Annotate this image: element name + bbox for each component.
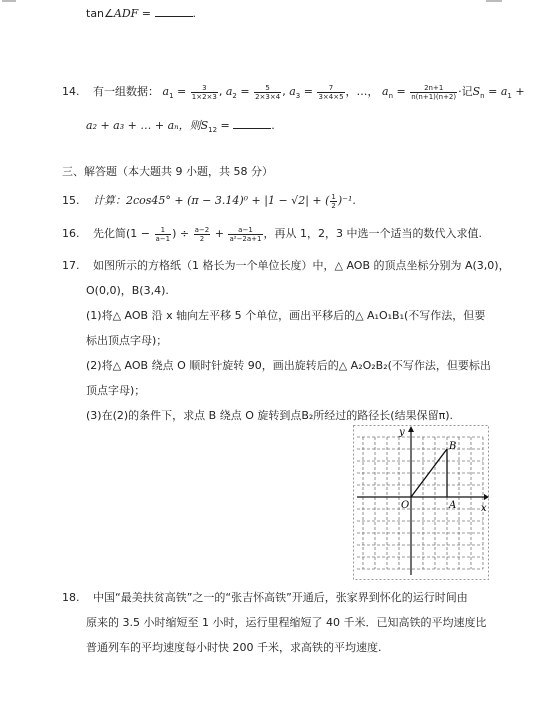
- period: .: [192, 7, 197, 20]
- question-number: 15.: [62, 194, 80, 207]
- q14-lead: 有一组数据：: [93, 85, 159, 98]
- question-number: 16.: [62, 227, 80, 240]
- answer-blank-14[interactable]: [233, 118, 271, 129]
- question-17-line2: O(0,0)，B(3,4).: [86, 284, 169, 297]
- q15-expression: 计算：2cos45° + (π − 3.14)⁰ + |1 − √2| + (: [93, 194, 330, 207]
- q16-fraction-3: $\frac{a-1}{\text{a²−2a+1}}$: [229, 225, 262, 243]
- q16-tail: ，再从 1，2，3 中选一个适当的数代入求值.: [263, 227, 482, 240]
- question-18-line2: 原来的 3.5 小时缩短至 1 小时，运行里程缩短了 40 千米．已知高铁的平均速度比: [86, 616, 487, 629]
- grid-lines: [357, 437, 483, 569]
- top-edge-mark-left: [2, 0, 16, 2]
- question-14-line1: 14. 有一组数据： $a_1$ = $\frac{3}{1\times 2\times 3}$ , $a_2$ = $\frac{5}{2\times 3\times 4}$ , $a_3$ = $\frac{7}{3\times 4\times 5}$ ，…， $a_n$ = $\frac{2n+1}{n(n+1)(n+2)}$ ·记$S_n = a_1$ +: [62, 83, 525, 101]
- q14-sum-text: ₂ + a₃ + … + aₙ，则: [92, 119, 201, 132]
- question-14-line2: a₂ + a₃ + … + aₙ，则$S_{12}$ = .: [86, 119, 275, 135]
- question-17-part3: (3)在(2)的条件下，求点 B 绕点 O 旋转到点B₂所经过的路径长(结果保留π).: [86, 409, 454, 422]
- top-edge-mark-right: [486, 0, 502, 2]
- question-16: 16. 先化简(1 − $\frac{1}{a-1}$ ) ÷ $\frac{a-2}{2}$ + $\frac{a-1}{\text{a²−2a+1}}$ ，再从 1，2，3 中选一个适当的数代入求值.: [62, 225, 482, 243]
- q16-fraction-1: $\frac{1}{a-1}$: [155, 225, 171, 243]
- y-axis-arrow: [408, 426, 414, 432]
- a3-name: a: [289, 85, 296, 98]
- ellipsis: ，…，: [345, 85, 379, 98]
- point-a-label: A: [449, 500, 457, 511]
- an-name: a: [382, 85, 389, 98]
- question-number: 18.: [62, 591, 80, 604]
- y-axis-label: y: [399, 427, 405, 438]
- tan-adf-line: [86, 6, 196, 20]
- point-b-label: B: [449, 441, 457, 452]
- question-18-line1: 18. 中国“最美扶贫高铁”之一的“张吉怀高铁”开通后，张家界到怀化的运行时间由: [62, 591, 468, 604]
- a2-fraction: $\frac{5}{2\times 3\times 4}$: [255, 83, 281, 101]
- question-17-part1-cont: 标出顶点字母)；: [86, 334, 168, 347]
- x-axis-label: x: [481, 503, 487, 514]
- sn: S: [472, 85, 481, 98]
- answer-blank[interactable]: [155, 6, 193, 17]
- angle-name: ADF: [113, 7, 139, 20]
- question-17-line1: 17. 如图所示的方格纸（1 格长为一个单位长度）中，△ AOB 的顶点坐标分别为 A(3,0)，: [62, 259, 510, 272]
- grid-figure: [353, 425, 489, 580]
- tan-prefix: tan∠: [86, 7, 114, 20]
- a1-fraction: $\frac{3}{1\times 2\times 3}$: [191, 83, 217, 101]
- section-3-title: 三、解答题（本大题共 9 小题，共 58 分）: [62, 165, 273, 178]
- point-o-label: O: [401, 500, 410, 511]
- question-17-part1: (1)将△ AOB 沿 x 轴向左平移 5 个单位，画出平移后的△ A₁O₁B₁(不写作法，但要: [86, 309, 486, 322]
- question-18-line3: 普通列车的平均速度每小时快 200 千米，求高铁的平均速度.: [86, 641, 382, 654]
- question-15: 15. 计算：2cos45° + (π − 3.14)⁰ + |1 − √2| + ( $\frac{1}{2}$ )⁻¹.: [62, 192, 356, 210]
- ji-text: ·记: [458, 85, 473, 98]
- segment-ob: [411, 449, 447, 497]
- an-fraction: $\frac{2n+1}{n(n+1)(n+2)}$: [411, 83, 457, 101]
- question-number: 17.: [62, 259, 80, 272]
- question-17-part2: (2)将△ AOB 绕点 O 顺时针旋转 90，画出旋转后的△ A₂O₂B₂(不写作法，但要标出: [86, 359, 491, 372]
- question-number: 14.: [62, 85, 80, 98]
- a1-sub: 1: [169, 92, 174, 101]
- q16-fraction-2: $\frac{a-2}{2}$: [194, 225, 210, 243]
- a3-fraction: $\frac{7}{3\times 4\times 5}$: [318, 83, 344, 101]
- equals: =: [138, 7, 152, 20]
- question-17-part2-cont: 顶点字母)；: [86, 384, 146, 397]
- half-fraction: $\frac{1}{2}$: [331, 192, 336, 210]
- q16-lead: 先化简(1 −: [93, 227, 151, 240]
- a1-name: a: [162, 85, 170, 98]
- a2-name: a: [225, 85, 233, 98]
